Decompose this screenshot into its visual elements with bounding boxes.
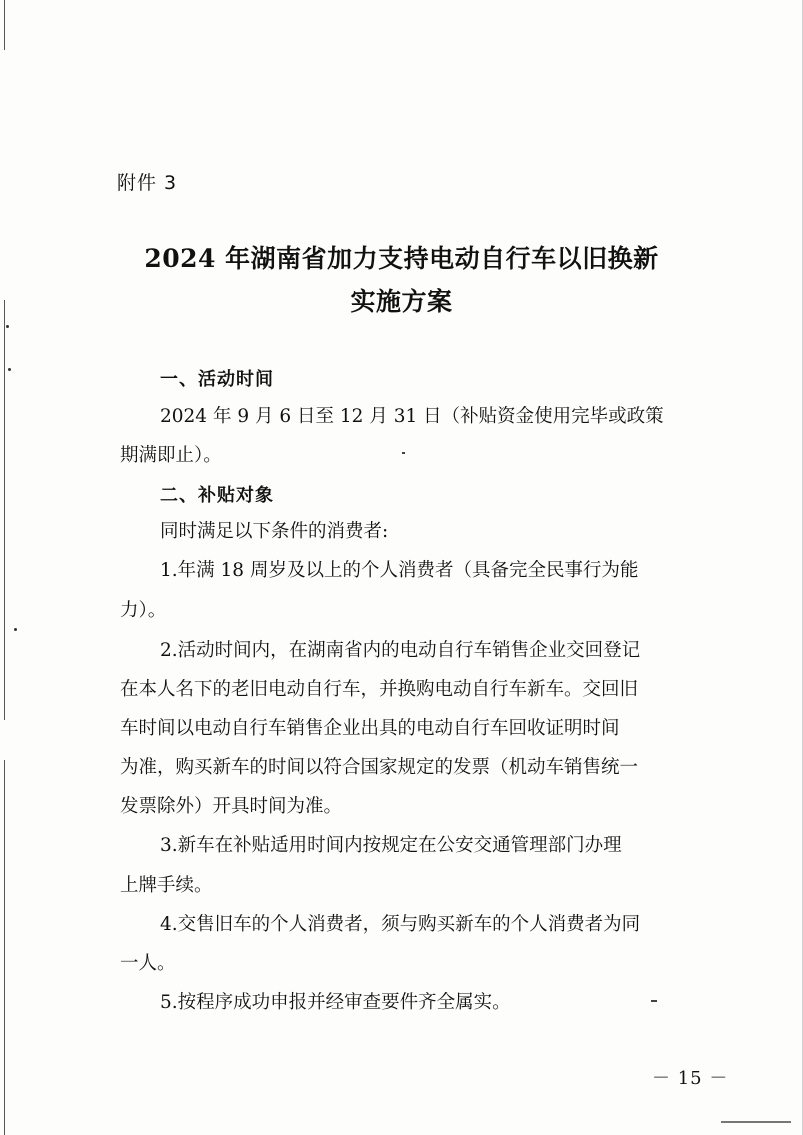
document-title-line-1: 2024 年湖南省加力支持电动自行车以旧换新 — [144, 244, 659, 273]
scan-dot — [14, 628, 17, 631]
section-heading-activity-time: 一、活动时间 — [160, 369, 274, 390]
paragraph-line: 同时满足以下条件的消费者: — [160, 521, 389, 542]
list-item-line: 上牌手续。 — [120, 875, 213, 896]
scan-dot — [6, 325, 9, 328]
list-item-line: 5.按程序成功申报并经审查要件齐全属实。 — [160, 992, 511, 1013]
scan-speck — [651, 1000, 657, 1002]
scan-edge-mark — [4, 0, 5, 50]
document-title-line-2: 实施方案 — [350, 287, 453, 316]
list-item-line: 力）。 — [120, 600, 167, 621]
list-item-line: 在本人名下的老旧电动自行车，并换购电动自行车新车。交回旧 — [120, 679, 639, 700]
list-item-line: 发票除外）开具时间为准。 — [120, 796, 343, 817]
list-item-line: 2.活动时间内，在湖南省内的电动自行车销售企业交回登记 — [160, 640, 641, 661]
scan-edge-mark — [4, 760, 5, 1135]
list-item-line: 1.年满 18 周岁及以上的个人消费者（具备完全民事行为能 — [160, 560, 639, 581]
scan-edge-mark — [4, 300, 5, 720]
paragraph-line: 2024 年 9 月 6 日至 12 月 31 日（补贴资金使用完毕或政策 — [160, 406, 664, 427]
scan-bottom-mark — [721, 1121, 791, 1123]
list-item-line: 一人。 — [120, 953, 176, 974]
attachment-label: 附件 3 — [117, 172, 178, 194]
page-number: － 15 － — [652, 1068, 729, 1089]
paragraph-line: 期满即止）。 — [120, 445, 222, 466]
list-item-line: 4.交售旧车的个人消费者，须与购买新车的个人消费者为同 — [160, 914, 641, 935]
list-item-line: 为准，购买新车的时间以符合国家规定的发票（机动车销售统一 — [120, 757, 639, 778]
list-item-line: 3.新车在补贴适用时间内按规定在公安交通管理部门办理 — [160, 835, 622, 856]
section-heading-subsidy-target: 二、补贴对象 — [160, 485, 274, 506]
list-item-line: 车时间以电动自行车销售企业出具的电动自行车回收证明时间 — [120, 718, 620, 739]
scan-speck — [402, 452, 405, 454]
scan-dot — [8, 368, 11, 371]
